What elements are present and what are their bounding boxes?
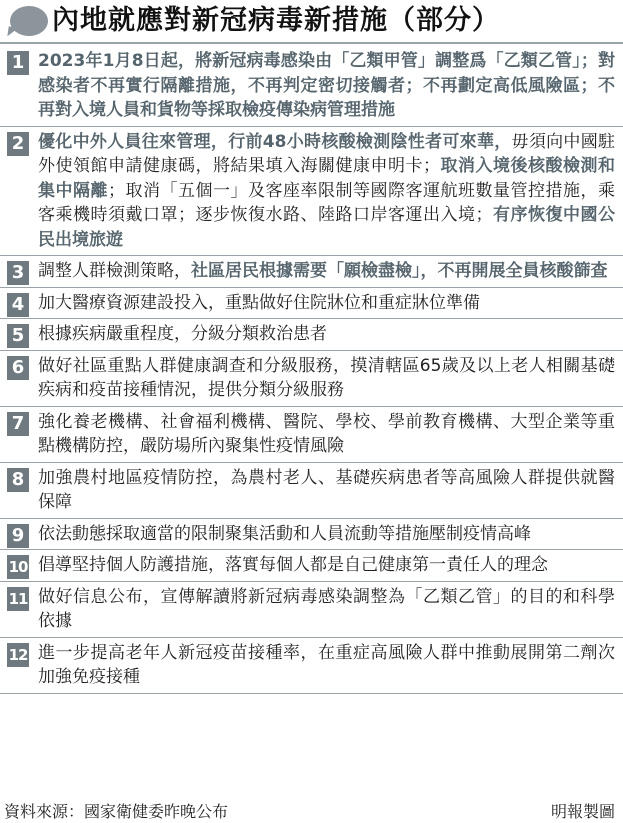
highlighted-text: 有序恢復中國公民出境旅遊 (38, 205, 615, 250)
body-text: 根據疾病嚴重程度，分級分類救治患者 (38, 324, 327, 344)
highlighted-text: 2023年1月8日起，將新冠病毒感染由「乙類甲管」調整爲「乙類乙管」；對感染者不再實行隔離措施，不再判定密切接觸者；不再劃定高低風險區；不再對入境人員和貨物等採取檢疫傳染病管理措施 (38, 51, 615, 120)
item-text (38, 130, 615, 253)
item-number-badge: 4 (7, 293, 29, 317)
header (0, 0, 623, 44)
list-item (0, 256, 623, 288)
item-number-badge: 11 (7, 587, 29, 611)
body-text: 調整人群檢測策略， (38, 261, 191, 281)
list-item (0, 463, 623, 519)
item-text (38, 322, 615, 347)
item-text (38, 522, 615, 547)
body-text: 進一步提高老年人新冠疫苗接種率，在重症高風險人群中推動展開第二劑次加強免疫接種 (38, 642, 615, 687)
highlighted-text: 社區居民根據需要「願檢盡檢」，不再開展全員核酸篩查 (191, 261, 608, 281)
list-item (0, 638, 623, 694)
list-item (0, 351, 623, 407)
item-text (38, 410, 615, 459)
list-item (0, 46, 623, 127)
item-text (38, 553, 615, 578)
item-number-badge: 5 (7, 324, 29, 348)
item-text (38, 585, 615, 634)
item-text (38, 641, 615, 690)
item-number-badge: 12 (7, 643, 29, 667)
body-text: 毋須向中國駐外使領館申請健康碼，將結果填入海關健康申明卡； (38, 131, 616, 176)
body-text: 加大醫療資源建設投入，重點做好住院牀位和重症牀位準備 (38, 292, 480, 313)
list-item (0, 127, 623, 257)
measures-list (0, 46, 623, 694)
speech-bubble-icon (0, 0, 52, 43)
item-number-badge: 1 (7, 51, 29, 75)
list-item (0, 582, 623, 638)
highlighted-text: 取消入境後核酸檢測和集中隔離 (38, 156, 615, 201)
list-item (0, 319, 623, 351)
item-number-badge: 2 (7, 132, 29, 156)
body-text: 做好社區重點人群健康調查和分級服務，摸清轄區65歲及以上老人相關基礎疾病和疫苗接種情況，提供分類分級服務 (38, 355, 615, 400)
list-item (0, 519, 623, 551)
footer (0, 798, 623, 823)
item-text (38, 259, 615, 284)
item-text (38, 49, 615, 123)
highlighted-text: 優化中外人員往來管理，行前48小時核酸檢測陰性者可來華， (38, 131, 512, 152)
item-text (38, 354, 615, 403)
item-number-badge: 10 (7, 555, 29, 579)
body-text: ；取消「五個一」及客座率限制等國際客運航班數量管控措施，乘客乘機時須戴口罩；逐步恢復水路、陸路口岸客運出入境； (38, 180, 615, 225)
body-text: 倡導堅持個人防護措施，落實每個人都是自己健康第一責任人的理念 (38, 555, 548, 575)
item-number-badge: 9 (7, 524, 29, 548)
item-number-badge: 7 (7, 412, 29, 436)
body-text: 加強農村地區疫情防控，為農村老人、基礎疾病患者等高風險人群提供就醫保障 (38, 467, 615, 512)
list-item (0, 288, 623, 320)
body-text: 依法動態採取適當的限制聚集活動和人員流動等措施壓制疫情高峰 (38, 523, 531, 544)
list-item (0, 550, 623, 582)
item-number-badge: 8 (7, 468, 29, 492)
page-title: 內地就應對新冠病毒新措施（部分） (52, 5, 500, 36)
list-item (0, 407, 623, 463)
item-number-badge: 3 (7, 261, 29, 285)
item-text (38, 466, 615, 515)
body-text: 強化養老機構、社會福利機構、醫院、學校、學前教育機構、大型企業等重點機構防控，嚴防場所內聚集性疫情風險 (38, 411, 615, 456)
item-text (38, 291, 615, 316)
credit-note: 明報製圖 (550, 802, 615, 821)
item-number-badge: 6 (7, 356, 29, 380)
source-note: 資料來源：國家衛健委昨晚公布 (4, 802, 229, 821)
body-text: 做好信息公布，宣傳解讀將新冠病毒感染調整為「乙類乙管」的目的和科學依據 (38, 586, 615, 631)
